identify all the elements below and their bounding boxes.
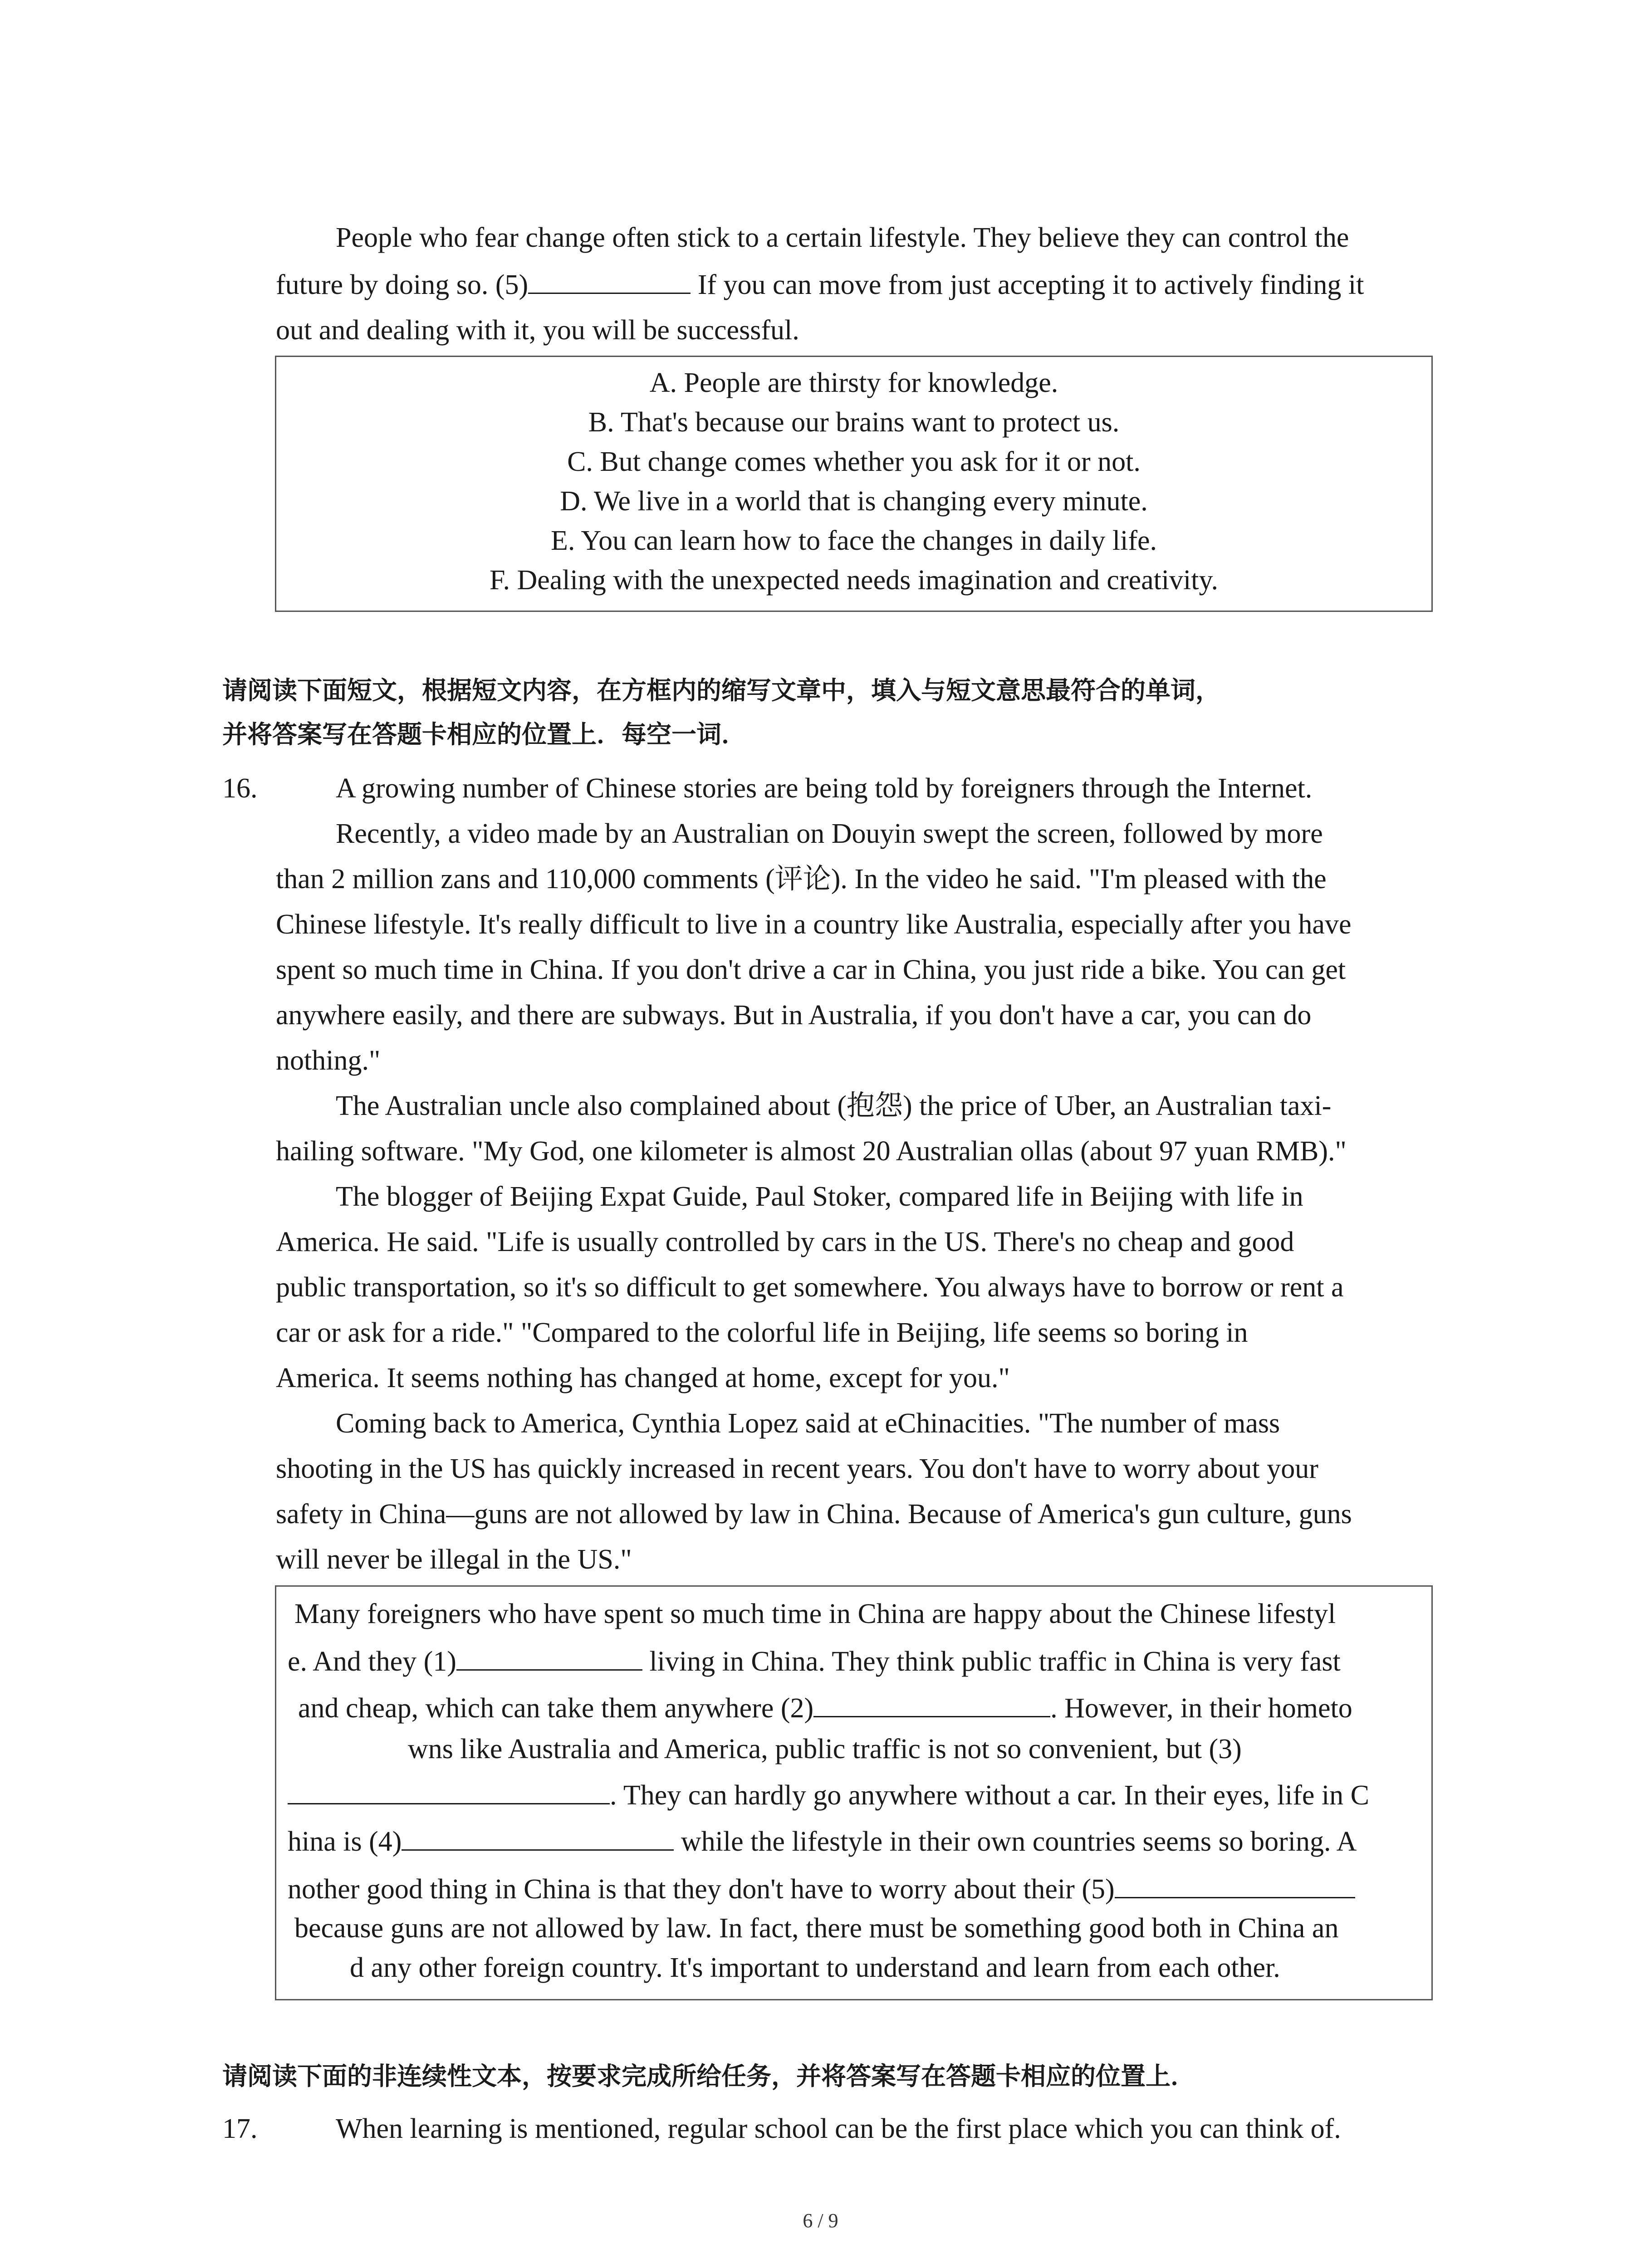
text-segment: . However, in their hometo — [1050, 1693, 1352, 1724]
passage-line: People who fear change often stick to a certain lifestyle. They believe they can control the — [336, 222, 1349, 253]
answer-blank-2 — [813, 1693, 1050, 1717]
passage-line: spent so much time in China. If you don't drive a car in China, you just ride a bike. You can get — [276, 954, 1346, 985]
answer-blank-3 — [288, 1780, 610, 1804]
page-number: 6 / 9 — [803, 2209, 838, 2232]
option-e: E. You can learn how to face the changes in daily life. — [550, 525, 1157, 556]
text-segment: while the lifestyle in their own countries seems so boring. A — [674, 1826, 1357, 1857]
passage-line: car or ask for a ride." "Compared to the colorful life in Beijing, life seems so boring in — [276, 1317, 1248, 1348]
text-segment: future by doing so. (5) — [276, 269, 529, 300]
passage-line: anywhere easily, and there are subways. But in Australia, if you don't have a car, you can do — [276, 1000, 1312, 1031]
section-instructions: 请阅读下面的非连续性文本，按要求完成所给任务，并将答案写在答题卡相应的位置上． — [222, 2062, 1196, 2091]
section-instructions: 请阅读下面短文，根据短文内容，在方框内的缩写文章中，填入与短文意思最符合的单词， — [222, 676, 1221, 705]
passage-line: public transportation, so it's so difficult to get somewhere. You always have to borrow or rent a — [276, 1272, 1344, 1303]
summary-line: because guns are not allowed by law. In fact, there must be something good both in China an — [294, 1913, 1339, 1944]
passage-line: shooting in the US has quickly increased in recent years. You don't have to worry about your — [276, 1453, 1318, 1484]
passage-line: America. It seems nothing has changed at home, except for you." — [276, 1363, 1010, 1393]
section-instructions: 并将答案写在答题卡相应的位置上．每空一词． — [222, 720, 747, 749]
passage-line: safety in China—guns are not allowed by law in China. Because of America's gun culture, guns — [276, 1499, 1352, 1530]
summary-line-with-blank — [288, 1773, 1369, 1818]
text-segment: nother good thing in China is that they don't have to worry about their (5) — [288, 1874, 1115, 1905]
question-number: 17. — [222, 2113, 258, 2144]
question-number: 16. — [222, 773, 258, 804]
passage-line: Chinese lifestyle. It's really difficult to live in a country like Australia, especially after you have — [276, 909, 1352, 940]
passage-line: will never be illegal in the US." — [276, 1544, 632, 1575]
passage-line: The Australian uncle also complained about (抱怨) the price of Uber, an Australian taxi- — [336, 1090, 1332, 1121]
passage-line: America. He said. "Life is usually controlled by cars in the US. There's no cheap and good — [276, 1227, 1294, 1257]
text-segment: If you can move from just accepting it to actively finding it — [691, 269, 1364, 300]
text-segment: living in China. They think public traffic in China is very fast — [642, 1646, 1341, 1677]
passage-line: hailing software. "My God, one kilometer is almost 20 Australian ollas (about 97 yuan RMB)." — [276, 1136, 1347, 1167]
option-b: B. That's because our brains want to protect us. — [588, 407, 1120, 438]
passage-line: Recently, a video made by an Australian on Douyin swept the screen, followed by more — [336, 818, 1323, 849]
option-a: A. People are thirsty for knowledge. — [649, 367, 1058, 398]
passage-line: than 2 million zans and 110,000 comments (评论). In the video he said. "I'm pleased with the — [276, 864, 1327, 894]
passage-line: When learning is mentioned, regular school can be the first place which you can think of. — [336, 2113, 1341, 2144]
passage-line: nothing." — [276, 1045, 381, 1076]
passage-line-with-blank — [276, 262, 1364, 308]
option-d: D. We live in a world that is changing every minute. — [560, 486, 1148, 517]
text-segment: e. And they (1) — [288, 1646, 456, 1677]
answer-blank-5 — [528, 270, 691, 294]
summary-line-with-blank — [288, 1639, 1341, 1684]
text-segment: hina is (4) — [288, 1826, 402, 1857]
answer-blank-5 — [1115, 1874, 1355, 1898]
passage-line: Coming back to America, Cynthia Lopez said at eChinacities. "The number of mass — [336, 1408, 1280, 1439]
passage-line: A growing number of Chinese stories are being told by foreigners through the Internet. — [336, 773, 1313, 804]
text-segment: and cheap, which can take them anywhere (2) — [298, 1693, 814, 1724]
text-segment: . They can hardly go anywhere without a car. In their eyes, life in C — [610, 1780, 1370, 1811]
summary-line-with-blank — [288, 1867, 1355, 1912]
summary-line-with-blank — [288, 1819, 1357, 1864]
summary-box — [275, 1585, 1433, 2000]
option-f: F. Dealing with the unexpected needs imagination and creativity. — [490, 565, 1218, 596]
summary-line: d any other foreign country. It's important to understand and learn from each other. — [350, 1952, 1280, 1983]
options-box — [275, 356, 1433, 612]
passage-line: out and dealing with it, you will be successful. — [276, 315, 799, 346]
answer-blank-1 — [456, 1647, 642, 1671]
option-c: C. But change comes whether you ask for it or not. — [567, 446, 1141, 477]
summary-line: Many foreigners who have spent so much time in China are happy about the Chinese lifestyl — [294, 1598, 1336, 1629]
answer-blank-4 — [402, 1827, 674, 1851]
passage-line: The blogger of Beijing Expat Guide, Paul Stoker, compared life in Beijing with life in — [336, 1181, 1303, 1212]
summary-line: wns like Australia and America, public traffic is not so convenient, but (3) — [408, 1734, 1242, 1765]
summary-line-with-blank — [298, 1686, 1352, 1731]
